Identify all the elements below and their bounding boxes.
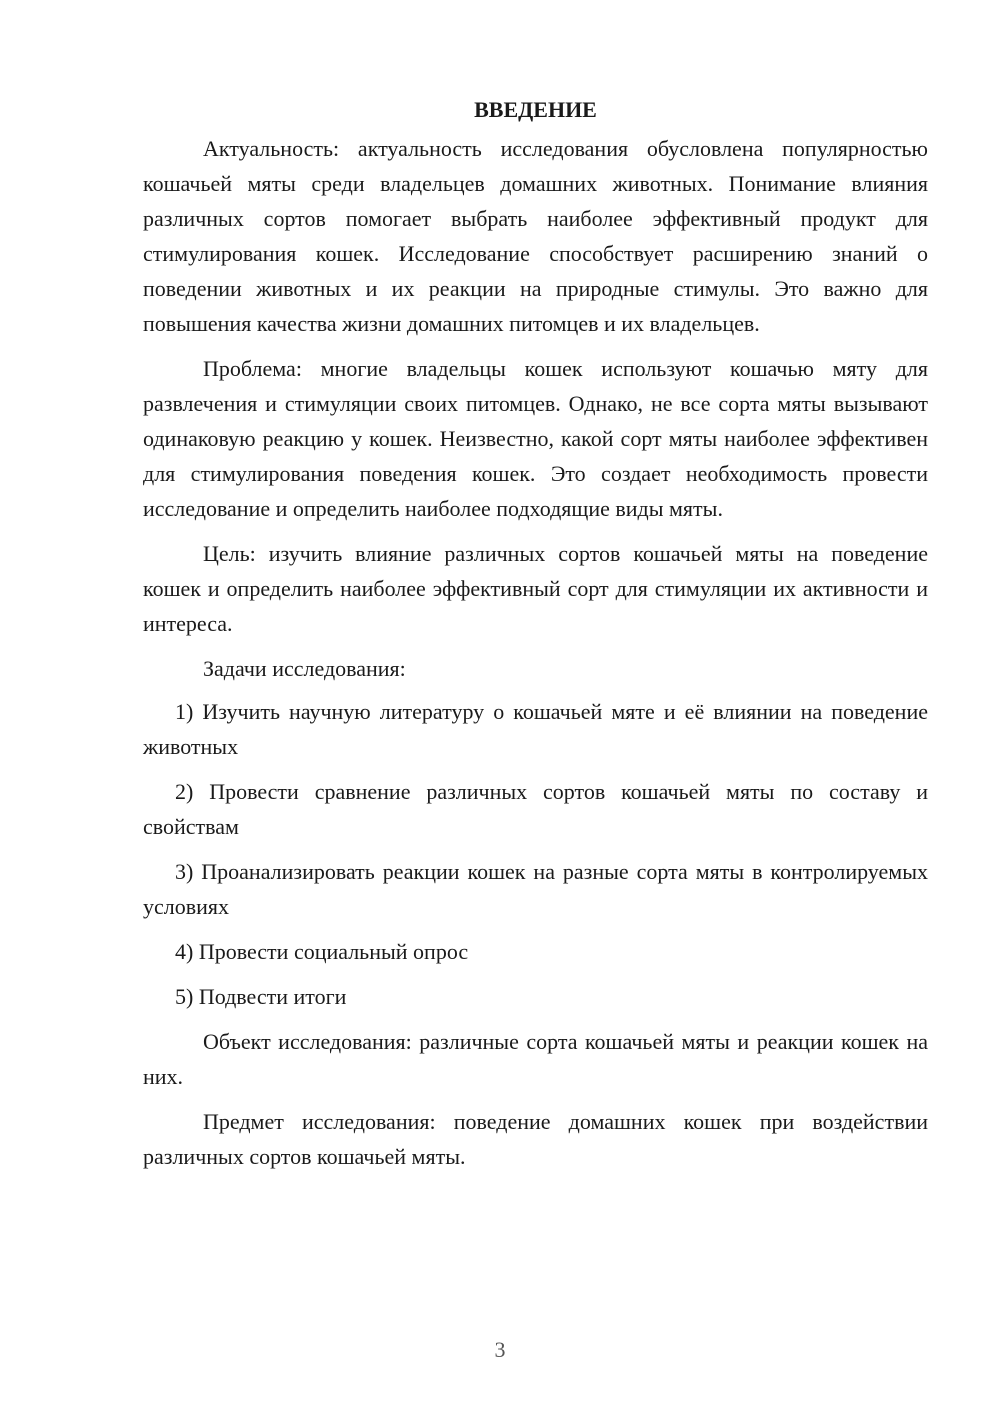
relevance-paragraph: Актуальность: актуальность исследования обусловлена популярностью кошачьей мяты среди владельцев домашних животных. Понимание влияния различных сортов помогает выбрать наиболее эффективный продукт для стимулирования кошек. Исследование способствует расширению знаний о поведении животных и их реакции на природные стимулы. Это важно для повышения качества жизни домашних питомцев и их владельцев.: [143, 136, 928, 336]
problem-paragraph: Проблема: многие владельцы кошек используют кошачью мяту для развлечения и стимуляции своих питомцев. Однако, не все сорта мяты вызывают одинаковую реакцию у кошек. Неизвестно, какой сорт мяты наиболее эффективен для стимулирования поведения кошек. Это создает необходимость провести исследование и определить наиболее подходящие виды мяты.: [143, 356, 928, 521]
section-heading: ВВЕДЕНИЕ: [474, 97, 597, 122]
subject-paragraph: Предмет исследования: поведение домашних кошек при воздействии различных сортов кошачьей мяты.: [143, 1109, 928, 1169]
list-item: 2) Провести сравнение различных сортов кошачьей мяты по составу и свойствам: [143, 779, 928, 839]
list-item: 5) Подвести итоги: [175, 984, 347, 1009]
goal-paragraph: Цель: изучить влияние различных сортов кошачьей мяты на поведение кошек и определить наиболее эффективный сорт для стимуляции их активности и интереса.: [143, 541, 928, 636]
page-content: [143, 92, 928, 1184]
list-item: 4) Провести социальный опрос: [175, 939, 469, 964]
tasks-list: [143, 694, 928, 1014]
list-item: 1) Изучить научную литературу о кошачьей мяте и её влиянии на поведение животных: [143, 699, 928, 759]
list-item: 3) Проанализировать реакции кошек на разные сорта мяты в контролируемых условиях: [143, 859, 928, 919]
page-number: 3: [494, 1337, 506, 1362]
object-paragraph: Объект исследования: различные сорта кошачьей мяты и реакции кошек на них.: [143, 1029, 928, 1089]
tasks-title: Задачи исследования:: [203, 656, 406, 681]
